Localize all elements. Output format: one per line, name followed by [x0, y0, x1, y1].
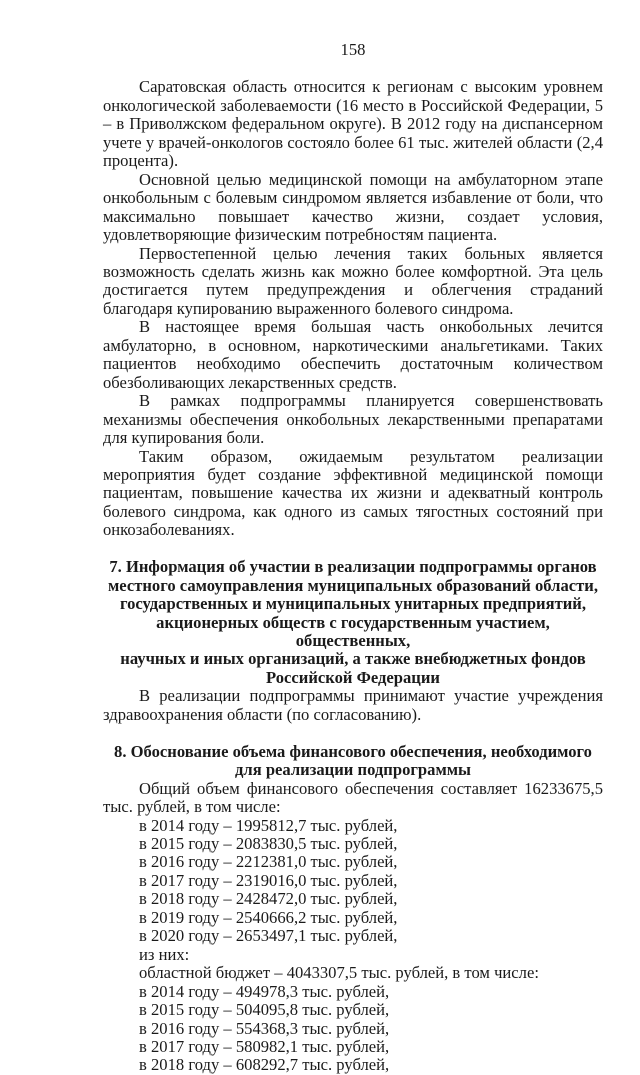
heading-line: акционерных обществ с государственным участием, общественных,: [156, 612, 550, 651]
spacer: [103, 540, 603, 558]
list-item: в 2020 году – 2653497,1 тыс. рублей,: [139, 926, 398, 946]
list-item: в 2016 году – 2212381,0 тыс. рублей,: [139, 852, 398, 872]
document-page: [103, 41, 603, 1075]
section-7-heading: [103, 558, 603, 687]
total-by-year-list: [103, 817, 603, 946]
list-item: в 2015 году – 504095,8 тыс. рублей,: [139, 1000, 390, 1020]
heading-line: 8. Обоснование объема финансового обеспечения, необходимого: [114, 741, 592, 761]
section-8-heading: [103, 743, 603, 780]
list-item: в 2014 году – 1995812,7 тыс. рублей,: [139, 815, 398, 835]
heading-line: местного самоуправления муниципальных образований области,: [107, 575, 599, 595]
section-7-body: В реализации подпрограммы принимают участие учреждения здравоохранения области (по согласованию).: [103, 686, 603, 724]
of-them-label: из них:: [139, 944, 190, 964]
heading-line: государственных и муниципальных унитарных предприятий,: [119, 594, 587, 614]
list-item: в 2014 году – 494978,3 тыс. рублей,: [139, 981, 390, 1001]
heading-line: 7. Информация об участии в реализации подпрограммы органов: [109, 557, 597, 577]
paragraph-intro-2: Основной целью медицинской помощи на амбулаторном этапе онкобольным с болевым синдромом является избавление от боли, что максимально повышает качество жизни, создает условия, удовлетворяющие физическим потребностям пациента.: [103, 169, 603, 245]
spacer: [103, 724, 603, 742]
paragraph-intro-3: Первостепенной целью лечения таких больных является возможность сделать жизнь как можно более комфортной. Эта цель достигается путем предупреждения и облегчения страданий благодаря купированию выраженного болевого синдрома.: [103, 243, 603, 318]
heading-line: для реализации подпрограммы: [234, 760, 471, 780]
regional-by-year-list: [103, 983, 603, 1075]
list-item: в 2017 году – 2319016,0 тыс. рублей,: [139, 870, 398, 890]
list-item: в 2018 году – 608292,7 тыс. рублей,: [139, 1055, 390, 1075]
page-number: 158: [340, 40, 366, 59]
section-8-total: Общий объем финансового обеспечения составляет 16233675,5 тыс. рублей, в том числе:: [103, 778, 603, 817]
list-item: в 2019 году – 2540666,2 тыс. рублей,: [139, 907, 398, 927]
paragraph-intro-5: В рамках подпрограммы планируется совершенствовать механизмы обеспечения онкобольных лекарственными препаратами для купирования боли.: [103, 391, 603, 448]
list-item: в 2018 году – 2428472,0 тыс. рублей,: [139, 889, 398, 909]
heading-line: научных и иных организаций, а также внебюджетных фондов: [120, 649, 586, 669]
paragraph-intro-1: Саратовская область относится к регионам с высоким уровнем онкологической заболеваемости (16 место в Российской Федерации, 5 – в Приволжском федеральном округе). В 2012 году на диспансерном учете у врачей-онкологов состояло более 61 тыс. жителей области (2,4 процента).: [103, 77, 603, 171]
paragraph-intro-4: В настоящее время большая часть онкобольных лечится амбулаторно, в основном, наркотическими анальгетиками. Таких пациентов необходимо обеспечить достаточным количеством обезболивающих лекарственных средств.: [103, 317, 603, 392]
regional-budget-line: областной бюджет – 4043307,5 тыс. рублей, в том числе:: [139, 963, 539, 983]
list-item: в 2016 году – 554368,3 тыс. рублей,: [139, 1018, 390, 1038]
paragraph-intro-6: Таким образом, ожидаемым результатом реализации мероприятия будет создание эффективной медицинской помощи пациентам, повышение качества их жизни и адекватный контроль болевого синдрома, как одного из самых тягостных состояний при онкозаболеваниях.: [103, 446, 603, 540]
heading-line: Российской Федерации: [266, 667, 440, 687]
list-item: в 2015 году – 2083830,5 тыс. рублей,: [139, 834, 398, 853]
list-item: в 2017 году – 580982,1 тыс. рублей,: [139, 1036, 390, 1056]
